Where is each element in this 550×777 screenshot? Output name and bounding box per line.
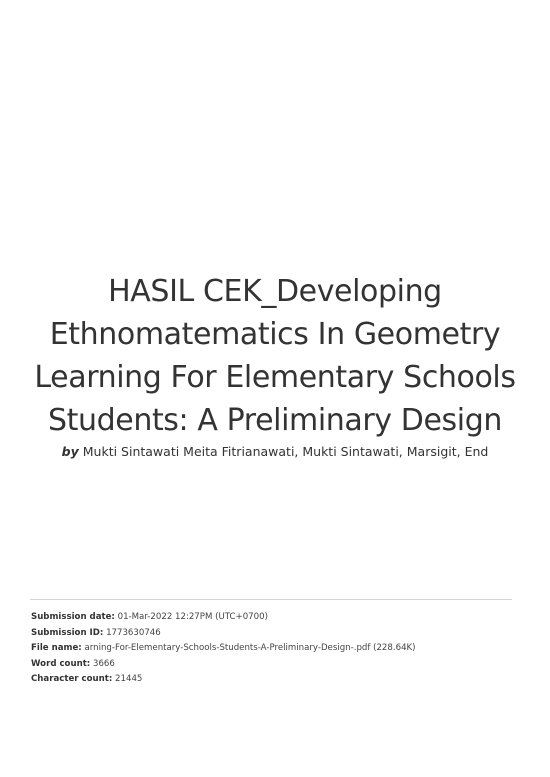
meta-value: 21445 xyxy=(115,674,143,685)
divider xyxy=(30,599,512,600)
meta-label: File name: xyxy=(31,643,82,654)
title-block xyxy=(20,270,530,461)
byline xyxy=(20,443,530,461)
character-count-row xyxy=(31,672,531,688)
file-name-row xyxy=(31,641,531,657)
meta-label: Submission ID: xyxy=(31,627,104,638)
meta-value: 1773630746 xyxy=(106,627,161,638)
meta-label: Submission date: xyxy=(31,612,115,622)
meta-value: arning-For-Elementary-Schools-Students-A-Preliminary-Design-.pdf (228.64K) xyxy=(84,643,416,654)
meta-label: Character count: xyxy=(31,674,113,685)
word-count-row xyxy=(31,657,531,673)
meta-label: Word count: xyxy=(31,658,91,669)
submission-id-row xyxy=(31,626,531,642)
meta-value: 01-Mar-2022 12:27PM (UTC+0700) xyxy=(117,612,268,622)
meta-value: 3666 xyxy=(92,658,115,669)
submission-date-row xyxy=(31,610,531,626)
submission-metadata xyxy=(31,610,531,688)
document-title: HASIL CEK_Developing Ethnomatematics In Geometry Learning For Elementary Schools Students: A Preliminary Design xyxy=(34,274,516,438)
authors: Mukti Sintawati Meita Fitrianawati, Mukti Sintawati, Marsigit, End xyxy=(82,444,489,459)
byline-prefix: by xyxy=(61,444,79,459)
